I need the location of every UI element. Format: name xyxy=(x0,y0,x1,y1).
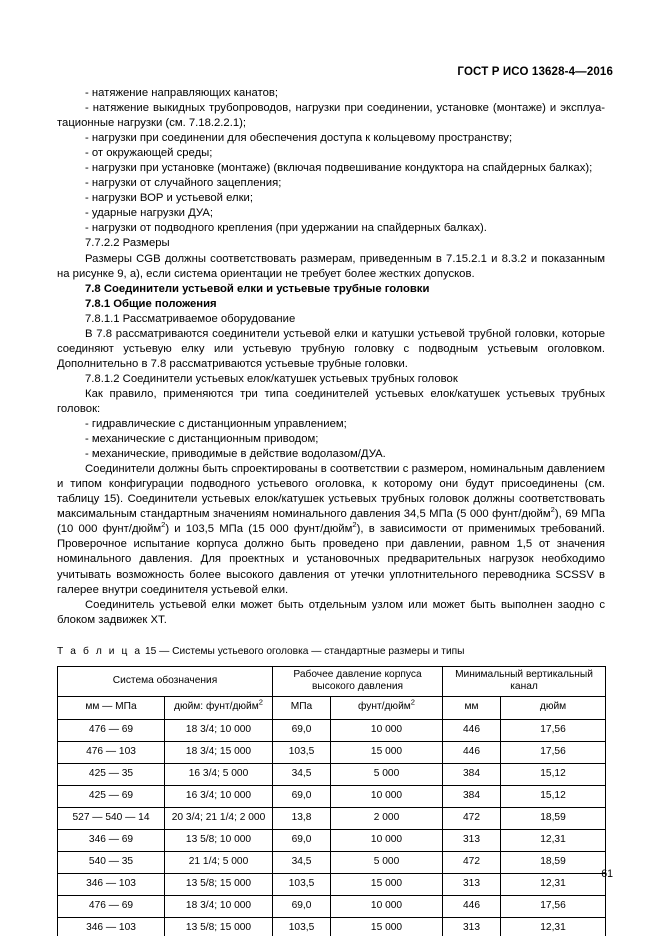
table-cell: 34,5 xyxy=(273,763,331,785)
table-cell: 21 1/4; 5 000 xyxy=(165,851,273,873)
document-standard-code: ГОСТ Р ИСО 13628-4—2016 xyxy=(457,66,613,78)
table-cell: 18 3/4; 10 000 xyxy=(165,719,273,741)
table-cell: 2 000 xyxy=(331,807,443,829)
table-cell: 476 — 103 xyxy=(58,741,165,763)
table-cell: 5 000 xyxy=(331,851,443,873)
table-cell: 346 — 69 xyxy=(58,829,165,851)
table-subheader-mm-mpa: мм — МПа xyxy=(58,696,165,719)
table-caption xyxy=(57,645,605,659)
table-cell: 384 xyxy=(443,763,501,785)
list-item: - нагрузки при установке (монтаже) (включая подвешивание кондуктора на спайдерных балках); xyxy=(85,162,593,175)
table-cell: 527 — 540 — 14 xyxy=(58,807,165,829)
table-head xyxy=(58,666,606,719)
connectors-text-part-2: ), 69 МПа (10 000 фунт/дюйм xyxy=(57,508,605,536)
page-content xyxy=(57,86,605,936)
table-cell: 103,5 xyxy=(273,741,331,763)
table-cell: 16 3/4; 10 000 xyxy=(165,785,273,807)
table-row xyxy=(58,741,606,763)
table-cell: 15,12 xyxy=(501,785,606,807)
table-cell: 69,0 xyxy=(273,719,331,741)
list-item: - нагрузки ВОР и устьевой елки; xyxy=(85,192,253,205)
table-cell: 69,0 xyxy=(273,829,331,851)
table-cell: 13 5/8; 15 000 xyxy=(165,917,273,936)
clause-7-8-1-1-text: В 7.8 рассматриваются соединители устьевой елки и катушки устьевой трубной головки, которые соединяют устьевую елку или устьевую трубную головку с подводным устьевым оголовком. Дополнительно в 7.8 рассматриваются устьевые трубные головки. xyxy=(57,327,605,370)
superscript-two: 2 xyxy=(550,505,555,515)
table-cell: 13 5/8; 15 000 xyxy=(165,873,273,895)
paragraph-connectors-design xyxy=(57,462,605,597)
list-item: - нагрузки при соединении для обеспечения доступа к кольцевому пространству; xyxy=(85,132,513,145)
table-cell: 69,0 xyxy=(273,895,331,917)
list-item: - нагрузки от подводного крепления (при удержании на спайдерных балках). xyxy=(85,222,487,235)
list-item: - натяжение направляющих канатов; xyxy=(85,87,279,99)
table-cell: 18 3/4; 15 000 xyxy=(165,741,273,763)
list-item: - от окружающей среды; xyxy=(85,147,213,160)
table-body xyxy=(58,719,606,936)
table-cell: 17,56 xyxy=(501,741,606,763)
table-cell: 346 — 103 xyxy=(58,917,165,936)
connectors-text-part-3: ) и 103,5 МПа (15 000 фунт/дюйм xyxy=(165,523,353,536)
table-header-units-row xyxy=(58,696,606,719)
table-cell: 10 000 xyxy=(331,785,443,807)
table-cell: 10 000 xyxy=(331,829,443,851)
superscript-two: 2 xyxy=(258,698,263,708)
heading-7-8-1: 7.8.1 Общие положения xyxy=(85,297,217,310)
table-subheader-inch-psi-text: дюйм: фунт/дюйм xyxy=(174,701,259,713)
connectors-text-part-1: Соединители должны быть спроектированы в соответствии с размером, номинальным давлением и типом конфигурации подводного устьевого оголовка, к которому они будут присоединены (см. таблицу 15). Соединители устьевых елок/катушек устьевых трубных головок должны соответствовать максимальным стандартным значениям номинального давления 34,5 МПа (5 000 фунт/дюйм xyxy=(57,463,605,521)
table-row xyxy=(58,917,606,936)
table-row xyxy=(58,763,606,785)
table-cell: 13 5/8; 10 000 xyxy=(165,829,273,851)
table-row xyxy=(58,807,606,829)
table-subheader-mm: мм xyxy=(443,696,501,719)
table-cell: 12,31 xyxy=(501,917,606,936)
running-header xyxy=(57,62,613,78)
table-header-designation-system: Система обозначения xyxy=(58,666,273,696)
table-cell: 313 xyxy=(443,829,501,851)
table-row xyxy=(58,829,606,851)
table-cell: 15 000 xyxy=(331,873,443,895)
table-cell: 472 xyxy=(443,851,501,873)
table-cell: 15 000 xyxy=(331,741,443,763)
superscript-two: 2 xyxy=(352,520,357,530)
table-cell: 15 000 xyxy=(331,917,443,936)
list-item: - нагрузки от случайного зацепления; xyxy=(85,177,282,190)
clause-7-8-1-2-intro: Как правило, применяются три типа соединителей устьевых елок/катушек устьевых трубных головок: xyxy=(57,387,605,415)
superscript-two: 2 xyxy=(161,520,166,530)
list-item: - ударные нагрузки ДУА; xyxy=(85,207,213,220)
table-header-group-row xyxy=(58,666,606,696)
table-subheader-psi-text: фунт/дюйм xyxy=(358,701,411,713)
table-caption-label: Т а б л и ц а xyxy=(57,645,143,657)
table-cell: 18,59 xyxy=(501,807,606,829)
table-cell: 69,0 xyxy=(273,785,331,807)
table-cell: 313 xyxy=(443,917,501,936)
table-row xyxy=(58,895,606,917)
page-number: 61 xyxy=(601,868,613,880)
list-item: - механические, приводимые в действие водолазом/ДУА. xyxy=(85,448,386,461)
table-cell: 20 3/4; 21 1/4; 2 000 xyxy=(165,807,273,829)
table-subheader-inch: дюйм xyxy=(501,696,606,719)
table-cell: 16 3/4; 5 000 xyxy=(165,763,273,785)
table-header-working-pressure: Рабочее давление корпуса высокого давления xyxy=(273,666,443,696)
clause-7-7-2-2-text: Размеры CGB должны соответствовать размерам, приведенным в 7.15.2.1 и 8.3.2 и показанным на рисунке 9, а), если система ориентации не требует более жестких допусков. xyxy=(57,252,605,280)
table-cell: 10 000 xyxy=(331,895,443,917)
table-cell: 472 xyxy=(443,807,501,829)
table-cell: 425 — 35 xyxy=(58,763,165,785)
table-cell: 10 000 xyxy=(331,719,443,741)
table-cell: 12,31 xyxy=(501,829,606,851)
clause-7-8-1-1-title: 7.8.1.1 Рассматриваемое оборудование xyxy=(85,312,296,325)
table-cell: 540 — 35 xyxy=(58,851,165,873)
superscript-two: 2 xyxy=(410,698,415,708)
table-cell: 476 — 69 xyxy=(58,895,165,917)
table-cell: 384 xyxy=(443,785,501,807)
table-subheader-inch-psi xyxy=(165,696,273,719)
table-cell: 446 xyxy=(443,741,501,763)
table-header-minimum-vertical-bore: Минимальный вертикальный канал xyxy=(443,666,606,696)
table-cell: 446 xyxy=(443,719,501,741)
table-cell: 17,56 xyxy=(501,719,606,741)
table-cell: 17,56 xyxy=(501,895,606,917)
table-cell: 346 — 103 xyxy=(58,873,165,895)
table-cell: 5 000 xyxy=(331,763,443,785)
table-cell: 313 xyxy=(443,873,501,895)
table-row xyxy=(58,785,606,807)
table-caption-text: 15 — Системы устьевого оголовка — стандартные размеры и типы xyxy=(145,645,465,657)
table-cell: 34,5 xyxy=(273,851,331,873)
list-item: - натяжение выкидных трубопроводов, нагрузки при соединении, установке (монтаже) и эксплуа-тационные нагрузки (см. 7.18.2.2.1); xyxy=(57,102,605,130)
table-subheader-mpa: МПа xyxy=(273,696,331,719)
wellhead-system-table xyxy=(57,666,606,936)
connectors-text-part-4: ), в зависимости от применимых требований. Проверочное испытание корпуса должно быть проведено при давлении, равном 1,5 от значения номинального давления. Для проектных и установочных предварительных нагрузок необходимо учитывать возможность более высокого давления от утечки уплотнительного переводника SCSSV в галерее внутри соединителя устьевой елки. xyxy=(57,523,605,596)
heading-7-8: 7.8 Соединители устьевой елки и устьевые трубные головки xyxy=(85,282,430,295)
table-cell: 18,59 xyxy=(501,851,606,873)
table-cell: 18 3/4; 10 000 xyxy=(165,895,273,917)
clause-7-7-2-2-title: 7.7.2.2 Размеры xyxy=(85,237,170,250)
list-item: - гидравлические с дистанционным управлением; xyxy=(85,418,347,431)
table-cell: 476 — 69 xyxy=(58,719,165,741)
list-item: - механические с дистанционным приводом; xyxy=(85,433,319,446)
clause-7-8-1-2-title: 7.8.1.2 Соединители устьевых елок/катушек устьевых трубных головок xyxy=(85,372,458,385)
paragraph-connectors-assembly: Соединитель устьевой елки может быть отдельным узлом или может быть выполнен заодно с блоком задвижек XT. xyxy=(57,598,605,626)
table-cell: 13,8 xyxy=(273,807,331,829)
table-cell: 425 — 69 xyxy=(58,785,165,807)
table-cell: 15,12 xyxy=(501,763,606,785)
table-cell: 446 xyxy=(443,895,501,917)
table-cell: 103,5 xyxy=(273,917,331,936)
table-row xyxy=(58,719,606,741)
table-subheader-psi xyxy=(331,696,443,719)
table-cell: 103,5 xyxy=(273,873,331,895)
table-cell: 12,31 xyxy=(501,873,606,895)
